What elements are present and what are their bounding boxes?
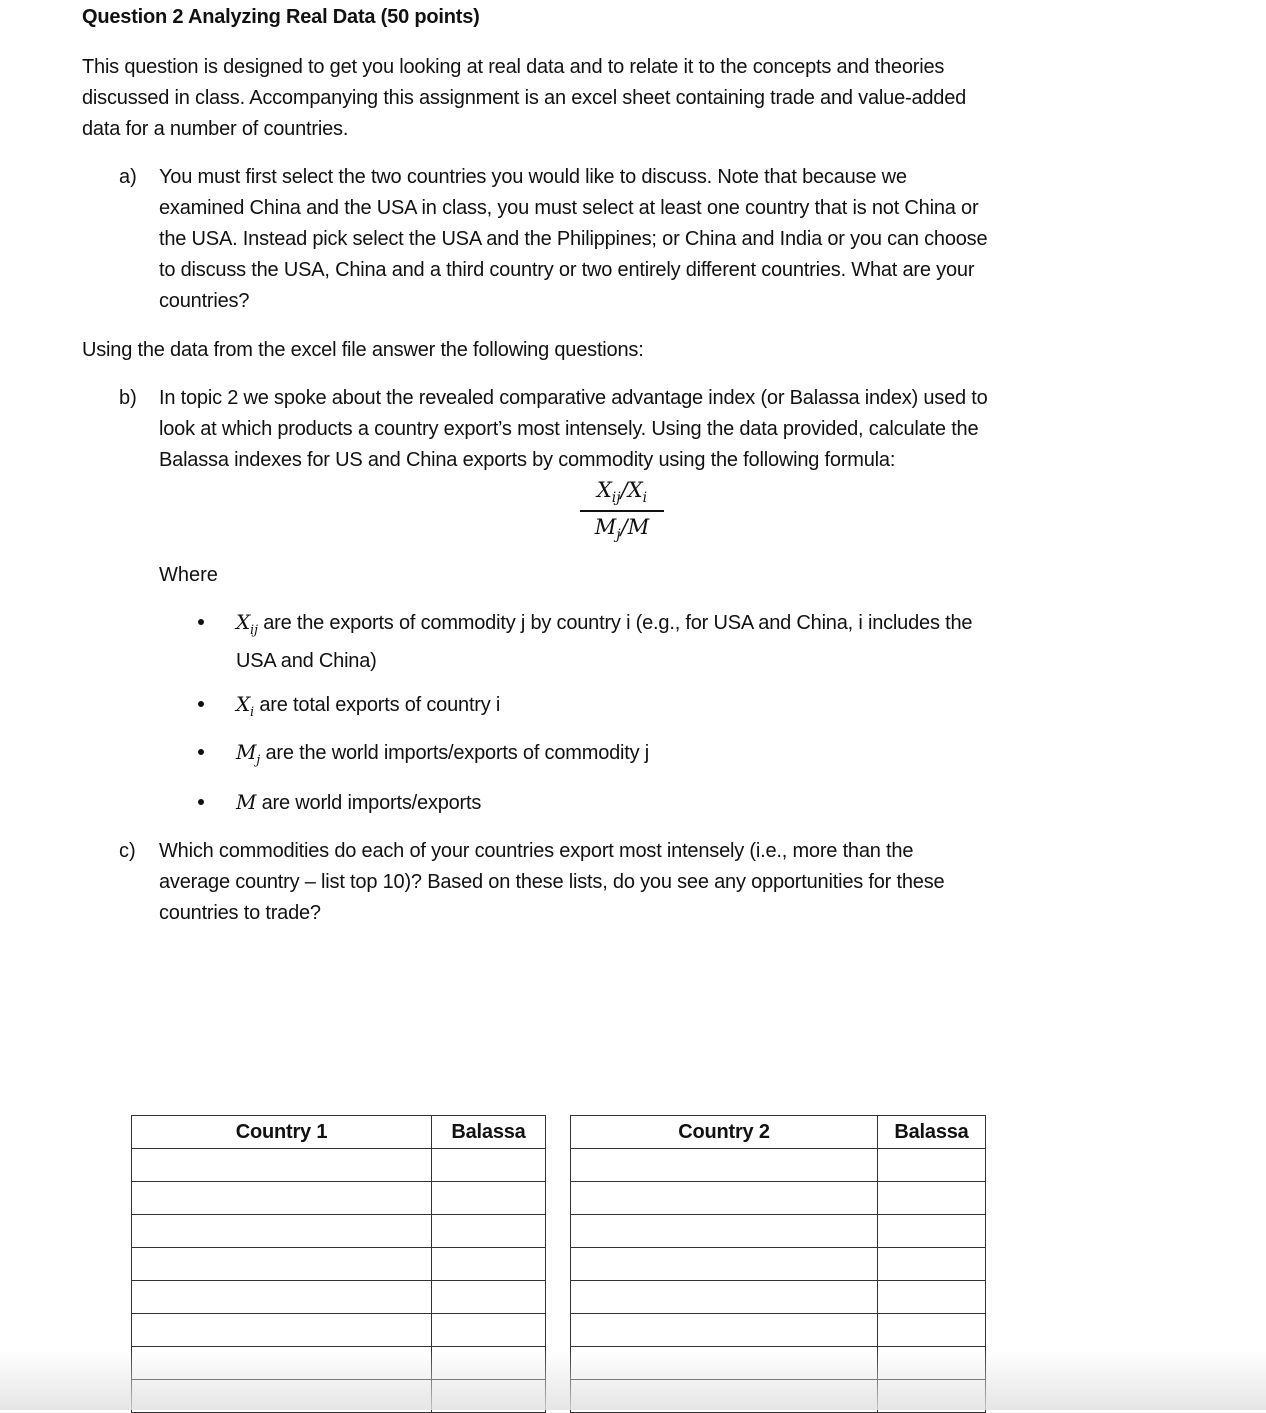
balassa-cell[interactable]: [878, 1182, 986, 1215]
part-a-line: to discuss the USA, China and a third country or two entirely different countries. What are your: [159, 259, 975, 281]
country-cell[interactable]: [571, 1281, 878, 1314]
balassa-cell[interactable]: [432, 1182, 546, 1215]
bullet-dot: [198, 689, 206, 697]
table-header-row: [132, 1116, 546, 1149]
bullet-dot: [198, 737, 206, 745]
balassa-formula: [572, 478, 672, 543]
balassa-cell[interactable]: [878, 1215, 986, 1248]
part-a-line: the USA. Instead pick select the USA and the Philippines; or China and India or you can choose: [159, 228, 988, 250]
country-cell[interactable]: [132, 1347, 432, 1380]
part-c-line: average country – list top 10)? Based on these lists, do you see any opportunities for these: [159, 871, 945, 893]
country-cell[interactable]: [571, 1182, 878, 1215]
definition-xi: $X_i$ are total exports of country i: [236, 692, 501, 720]
country-cell[interactable]: [132, 1248, 432, 1281]
balassa-cell[interactable]: [878, 1314, 986, 1347]
country-cell[interactable]: [132, 1281, 432, 1314]
part-c-line: Which commodities do each of your countries export most intensely (i.e., more than the: [159, 840, 914, 862]
country-cell[interactable]: [132, 1182, 432, 1215]
part-a-line: You must first select the two countries you would like to discuss. Note that because we: [159, 166, 907, 188]
country-cell[interactable]: [132, 1314, 432, 1347]
using-data-text: Using the data from the excel file answer the following questions:: [82, 339, 644, 361]
symbol-x: $X_{ij}$: [236, 610, 258, 638]
table-row: [571, 1215, 986, 1248]
balassa-cell[interactable]: [432, 1347, 546, 1380]
country-cell[interactable]: [132, 1149, 432, 1182]
bullet-dot: [198, 787, 206, 795]
balassa-cell[interactable]: [432, 1149, 546, 1182]
formula-numerator: $X_{ij}/X_i$: [596, 478, 648, 507]
table-header-row: [571, 1116, 986, 1149]
balassa-cell[interactable]: [878, 1149, 986, 1182]
country-cell[interactable]: [571, 1347, 878, 1380]
definition-mj: $M_j$ are the world imports/exports of commodity j: [236, 740, 650, 768]
formula-denominator: $M_j/M$: [594, 514, 650, 543]
symbol-m: $M_j$: [236, 740, 261, 768]
part-c-line: countries to trade?: [159, 902, 321, 924]
intro-line: discussed in class. Accompanying this assignment is an excel sheet containing trade and value-added: [82, 87, 967, 109]
part-a-text: [159, 162, 1089, 317]
country-cell[interactable]: [571, 1380, 878, 1413]
balassa-cell[interactable]: [432, 1380, 546, 1413]
symbol-x: $X_i$: [236, 692, 255, 720]
country-2-table: [570, 1115, 986, 1413]
part-b-letter: b): [119, 387, 137, 409]
country-cell[interactable]: [132, 1380, 432, 1413]
table-row: [571, 1182, 986, 1215]
part-b-line: Balassa indexes for US and China exports by commodity using the following formula:: [159, 449, 896, 471]
table-row: [132, 1182, 546, 1215]
balassa-cell[interactable]: [878, 1248, 986, 1281]
balassa-header: Balassa: [432, 1116, 546, 1149]
balassa-cell[interactable]: [878, 1347, 986, 1380]
table-row: [132, 1347, 546, 1380]
country-cell[interactable]: [571, 1248, 878, 1281]
where-label: Where: [159, 564, 218, 586]
country-cell[interactable]: [132, 1215, 432, 1248]
balassa-cell[interactable]: [432, 1314, 546, 1347]
country-1-table: [131, 1115, 546, 1413]
intro-line: This question is designed to get you looking at real data and to relate it to the concepts and theories: [82, 56, 945, 78]
balassa-header: Balassa: [878, 1116, 986, 1149]
table-row: [132, 1215, 546, 1248]
table-row: [132, 1281, 546, 1314]
table-row: [571, 1380, 986, 1413]
symbol-m: M: [236, 790, 257, 814]
table-row: [132, 1248, 546, 1281]
part-a-line: countries?: [159, 290, 250, 312]
balassa-cell[interactable]: [432, 1215, 546, 1248]
intro-paragraph: [82, 52, 1062, 145]
bullet-dot: [198, 607, 206, 615]
table-row: [132, 1314, 546, 1347]
part-a-line: examined China and the USA in class, you must select at least one country that is not China or: [159, 197, 979, 219]
part-c-text: [159, 836, 1089, 929]
table-row: [571, 1248, 986, 1281]
country-1-header: Country 1: [132, 1116, 432, 1149]
part-b-line: look at which products a country export’s most intensely. Using the data provided, calculate the: [159, 418, 979, 440]
definition-xij: $X_{ij}$ are the exports of commodity j by country i (e.g., for USA and China, i includes the USA and China): [236, 610, 973, 672]
intro-line: data for a number of countries.: [82, 118, 349, 140]
country-cell[interactable]: [571, 1215, 878, 1248]
table-row: [571, 1347, 986, 1380]
country-2-header: Country 2: [571, 1116, 878, 1149]
balassa-cell[interactable]: [878, 1281, 986, 1314]
table-row: [132, 1380, 546, 1413]
balassa-cell[interactable]: [878, 1380, 986, 1413]
part-b-line: In topic 2 we spoke about the revealed comparative advantage index (or Balassa index) used to: [159, 387, 988, 409]
country-cell[interactable]: [571, 1314, 878, 1347]
part-a-letter: a): [119, 166, 137, 188]
definition-m: M are world imports/exports: [236, 790, 482, 814]
table-row: [571, 1149, 986, 1182]
part-b-text: [159, 383, 1089, 476]
table-row: [571, 1314, 986, 1347]
part-c-letter: c): [119, 840, 136, 862]
balassa-cell[interactable]: [432, 1281, 546, 1314]
question-title: Question 2 Analyzing Real Data (50 points): [82, 6, 480, 28]
balassa-cell[interactable]: [432, 1248, 546, 1281]
table-row: [132, 1149, 546, 1182]
table-row: [571, 1281, 986, 1314]
country-cell[interactable]: [571, 1149, 878, 1182]
